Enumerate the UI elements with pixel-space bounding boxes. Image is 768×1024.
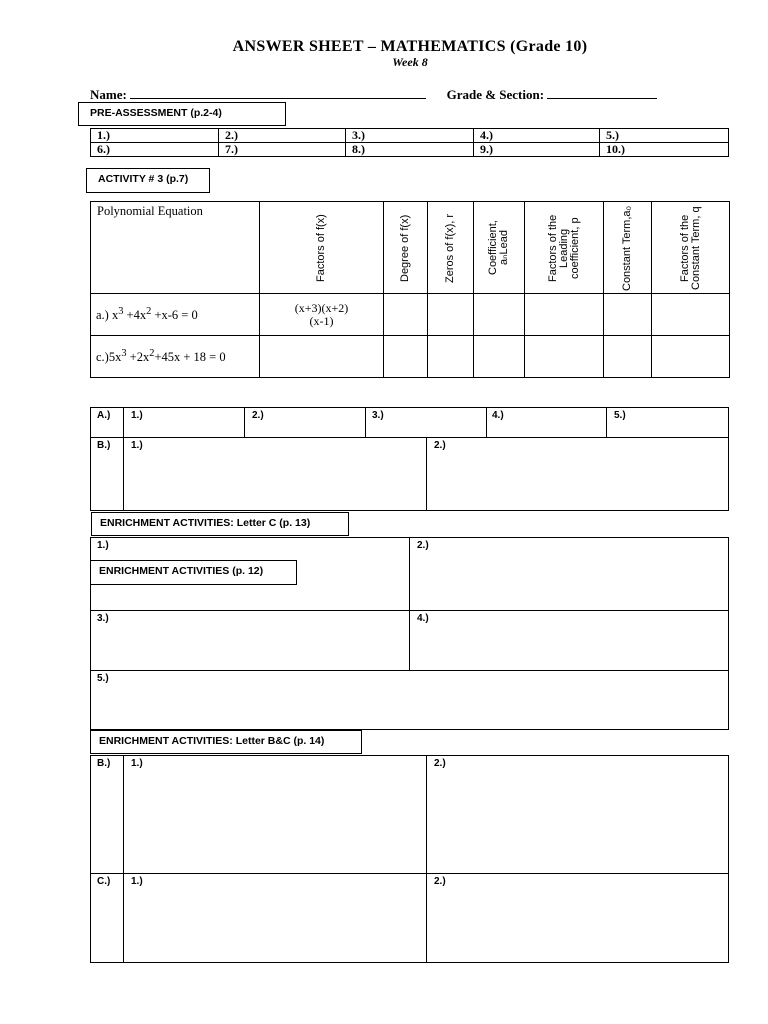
equation-cell: $c.)5x^3 +2x^2+45x + 18 = 0$ — [91, 336, 260, 378]
answer-cell[interactable]: 7.) — [219, 143, 346, 157]
answer-cell[interactable]: 8.) — [346, 143, 474, 157]
answer-cell[interactable] — [474, 294, 525, 336]
pre-assessment-table — [90, 128, 729, 157]
name-field[interactable] — [130, 86, 426, 99]
section-a-item[interactable]: 4.) — [492, 410, 504, 421]
equation-cell: a.) $x^3 +4x^2 +x-6 = 0$ — [91, 294, 260, 336]
answer-cell[interactable]: 9.) — [474, 143, 600, 157]
enrichment-bc-label-box — [90, 730, 362, 754]
header-factors-leading: Factors of the Leading coefficient, p — [546, 213, 581, 282]
header-degree: Degree of f(x) — [399, 213, 411, 282]
table-header-row — [91, 202, 730, 294]
answer-cell[interactable] — [604, 294, 652, 336]
enrichment-c-item[interactable]: 3.) — [97, 613, 109, 624]
answer-cell[interactable] — [428, 336, 474, 378]
table-row — [91, 294, 730, 336]
answer-cell[interactable] — [525, 336, 604, 378]
header-factors-constant: Factors of the Constant Term, q — [678, 205, 702, 290]
activity3-label: ACTIVITY # 3 (p.7) — [98, 173, 189, 185]
header-leading-coefficient: Coefficient, aₙLead — [487, 220, 510, 275]
answer-cell[interactable] — [384, 336, 428, 378]
answer-cell[interactable]: 1.) — [91, 129, 219, 143]
header-polynomial-equation: Polynomial Equation — [91, 202, 260, 294]
answer-cell[interactable] — [604, 336, 652, 378]
header-constant-term: Constant Term,a₀ — [621, 204, 633, 291]
factors-cell[interactable] — [260, 336, 384, 378]
enrichment-bc-b-item[interactable]: 1.) — [131, 758, 143, 769]
enrichment-bc-label: ENRICHMENT ACTIVITIES: Letter B&C (p. 14) — [99, 735, 325, 747]
answer-cell[interactable] — [428, 294, 474, 336]
answer-cell[interactable] — [652, 294, 730, 336]
enrichment-p12-label: ENRICHMENT ACTIVITIES (p. 12) — [99, 565, 264, 577]
answer-cell[interactable] — [384, 294, 428, 336]
factors-cell[interactable]: (x+3)(x+2) (x-1) — [260, 294, 384, 336]
grade-section-label: Grade & Section: — [446, 87, 545, 102]
section-b-item[interactable]: 1.) — [131, 440, 143, 451]
enrichment-p12-label-box — [90, 560, 297, 585]
name-grade-line — [90, 86, 657, 103]
enrichment-c-item[interactable]: 1.) — [97, 540, 109, 551]
activity3-label-box — [86, 168, 210, 193]
section-ab — [90, 407, 729, 511]
pre-assessment-label: PRE-ASSESSMENT (p.2-4) — [90, 107, 222, 119]
enrichment-bc-b-label: B.) — [97, 758, 111, 769]
page-title: ANSWER SHEET – MATHEMATICS (Grade 10) — [232, 38, 588, 55]
answer-cell[interactable] — [474, 336, 525, 378]
table-row — [91, 336, 730, 378]
enrichment-bc-grid — [90, 755, 729, 963]
answer-cell[interactable]: 10.) — [600, 143, 729, 157]
answer-cell[interactable]: 2.) — [219, 129, 346, 143]
section-b-label: B.) — [97, 440, 111, 451]
table-row — [91, 143, 729, 157]
enrichment-c-item[interactable]: 4.) — [417, 613, 429, 624]
name-label: Name: — [90, 87, 127, 102]
section-a-item[interactable]: 2.) — [252, 410, 264, 421]
enrichment-bc-c-label: C.) — [97, 876, 111, 887]
enrichment-c-label: ENRICHMENT ACTIVITIES: Letter C (p. 13) — [100, 517, 311, 529]
section-a-label: A.) — [97, 410, 111, 421]
header-zeros: Zeros of f(x), r — [444, 212, 456, 283]
enrichment-c-label-box — [91, 512, 349, 536]
enrichment-c-item[interactable]: 2.) — [417, 540, 429, 551]
answer-cell[interactable]: 6.) — [91, 143, 219, 157]
activity3-table — [90, 201, 730, 378]
answer-cell[interactable] — [652, 336, 730, 378]
section-a-item[interactable]: 5.) — [614, 410, 626, 421]
section-b-item[interactable]: 2.) — [434, 440, 446, 451]
section-a-item[interactable]: 3.) — [372, 410, 384, 421]
week-label: Week 8 — [392, 55, 428, 69]
answer-cell[interactable]: 5.) — [600, 129, 729, 143]
grade-section-field[interactable] — [547, 86, 657, 99]
section-a-item[interactable]: 1.) — [131, 410, 143, 421]
answer-cell[interactable] — [525, 294, 604, 336]
answer-cell[interactable]: 3.) — [346, 129, 474, 143]
enrichment-bc-c-item[interactable]: 2.) — [434, 876, 446, 887]
table-row — [91, 129, 729, 143]
enrichment-bc-c-item[interactable]: 1.) — [131, 876, 143, 887]
enrichment-bc-b-item[interactable]: 2.) — [434, 758, 446, 769]
enrichment-c-item[interactable]: 5.) — [97, 673, 109, 684]
pre-assessment-label-box — [78, 102, 286, 126]
header-factors: Factors of f(x) — [315, 213, 327, 282]
answer-cell[interactable]: 4.) — [474, 129, 600, 143]
